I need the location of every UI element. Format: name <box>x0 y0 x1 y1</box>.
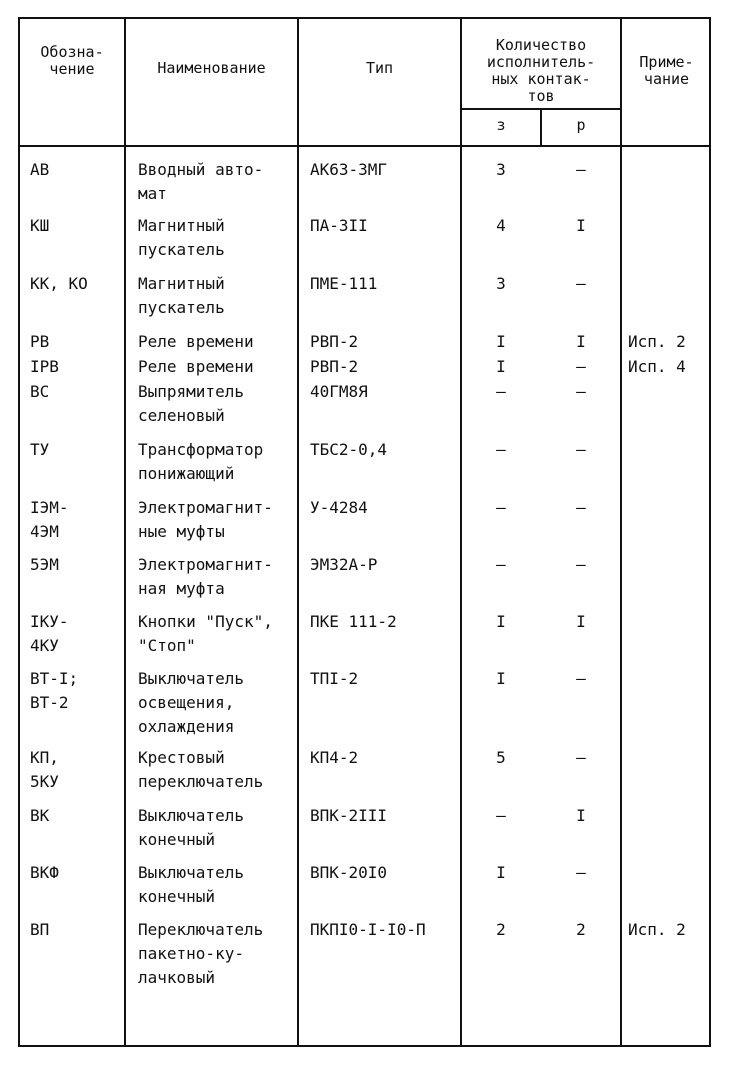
row-note: Исп. 4 <box>628 357 686 376</box>
row-code: АВ <box>30 160 50 179</box>
row-type: РВП-2 <box>310 332 359 351</box>
row-name: Выключатель конечный <box>138 863 244 906</box>
row-type: У-4284 <box>310 498 368 517</box>
header-name: Наименование <box>157 59 266 77</box>
row-name: Электромагнит- ные муфты <box>138 498 273 541</box>
row-name: Выпрямитель селеновый <box>138 382 244 425</box>
row-contacts-r: – <box>576 669 586 688</box>
row-contacts-z: 3 <box>496 274 506 293</box>
row-type: ПА-3II <box>310 216 368 235</box>
column-divider <box>620 17 622 1047</box>
row-contacts-z: 2 <box>496 920 506 939</box>
row-code: РВ <box>30 332 50 351</box>
row-contacts-r: – <box>576 440 586 459</box>
row-contacts-r: – <box>576 863 586 882</box>
row-contacts-r: I <box>576 806 586 825</box>
row-name: Магнитный пускатель <box>138 274 225 317</box>
row-code: IРВ <box>30 357 59 376</box>
row-name: Крестовый переключатель <box>138 748 264 791</box>
row-code: IКУ- 4КУ <box>30 612 69 655</box>
row-contacts-z: I <box>496 612 506 631</box>
row-name: Магнитный пускатель <box>138 216 225 259</box>
row-contacts-z: I <box>496 863 506 882</box>
row-name: Реле времени <box>138 332 254 351</box>
row-contacts-z: I <box>496 332 506 351</box>
row-contacts-z: 5 <box>496 748 506 767</box>
row-contacts-r: I <box>576 216 586 235</box>
row-contacts-z: – <box>496 382 506 401</box>
row-code: ВК <box>30 806 50 825</box>
row-contacts-z: – <box>496 555 506 574</box>
row-code: ВКФ <box>30 863 59 882</box>
row-type: АК63-3МГ <box>310 160 388 179</box>
row-contacts-r: – <box>576 160 586 179</box>
row-type: РВП-2 <box>310 357 359 376</box>
row-type: ПКЕ 111-2 <box>310 612 397 631</box>
row-type: КП4-2 <box>310 748 359 767</box>
column-divider <box>124 17 126 1047</box>
header-z: з <box>496 116 506 134</box>
row-code: КШ <box>30 216 50 235</box>
row-type: ВПК-2III <box>310 806 388 825</box>
row-code: КК, КО <box>30 274 88 293</box>
header-code: Обозна- чение <box>40 43 104 78</box>
row-note: Исп. 2 <box>628 332 686 351</box>
header-type: Тип <box>365 59 394 77</box>
row-contacts-r: 2 <box>576 920 586 939</box>
row-type: ЭМ32А-Р <box>310 555 378 574</box>
row-contacts-z: – <box>496 440 506 459</box>
row-name: Реле времени <box>138 357 254 376</box>
row-code: ВП <box>30 920 50 939</box>
row-code: ВТ-I; ВТ-2 <box>30 669 79 712</box>
row-type: ВПК-20I0 <box>310 863 388 882</box>
row-type: ПКПI0-I-I0-П <box>310 920 426 939</box>
row-name: Выключатель конечный <box>138 806 244 849</box>
header-note: Приме- чание <box>639 53 694 88</box>
row-contacts-r: – <box>576 274 586 293</box>
row-name: Трансформатор понижающий <box>138 440 264 483</box>
row-code: ВС <box>30 382 50 401</box>
row-contacts-z: I <box>496 357 506 376</box>
row-type: ПМЕ-111 <box>310 274 378 293</box>
row-contacts-r: – <box>576 382 586 401</box>
row-contacts-r: – <box>576 555 586 574</box>
row-contacts-r: I <box>576 612 586 631</box>
row-name: Электромагнит- ная муфта <box>138 555 273 598</box>
row-code: IЭМ- 4ЭМ <box>30 498 69 541</box>
row-contacts-z: 4 <box>496 216 506 235</box>
row-contacts-z: I <box>496 669 506 688</box>
row-contacts-z: – <box>496 498 506 517</box>
row-contacts-r: – <box>576 357 586 376</box>
row-code: ТУ <box>30 440 50 459</box>
row-contacts-z: – <box>496 806 506 825</box>
row-contacts-r: I <box>576 332 586 351</box>
row-name: Выключатель освещения, охлаждения <box>138 669 244 736</box>
row-type: ТБС2-0,4 <box>310 440 388 459</box>
row-contacts-z: 3 <box>496 160 506 179</box>
header-divider <box>18 145 711 147</box>
row-code: 5ЭМ <box>30 555 59 574</box>
row-contacts-r: – <box>576 498 586 517</box>
row-contacts-r: – <box>576 748 586 767</box>
row-name: Кнопки "Пуск", "Стоп" <box>138 612 273 655</box>
row-name: Вводный авто- мат <box>138 160 264 203</box>
row-note: Исп. 2 <box>628 920 686 939</box>
subheader-divider <box>460 108 620 110</box>
row-name: Переключатель пакетно-ку- лачковый <box>138 920 264 987</box>
header-r: р <box>576 116 586 134</box>
row-code: КП, 5КУ <box>30 748 59 791</box>
row-type: ТПI-2 <box>310 669 359 688</box>
row-type: 40ГМ8Я <box>310 382 368 401</box>
header-quantity: Количество исполнитель- ных контак- тов <box>486 36 596 105</box>
